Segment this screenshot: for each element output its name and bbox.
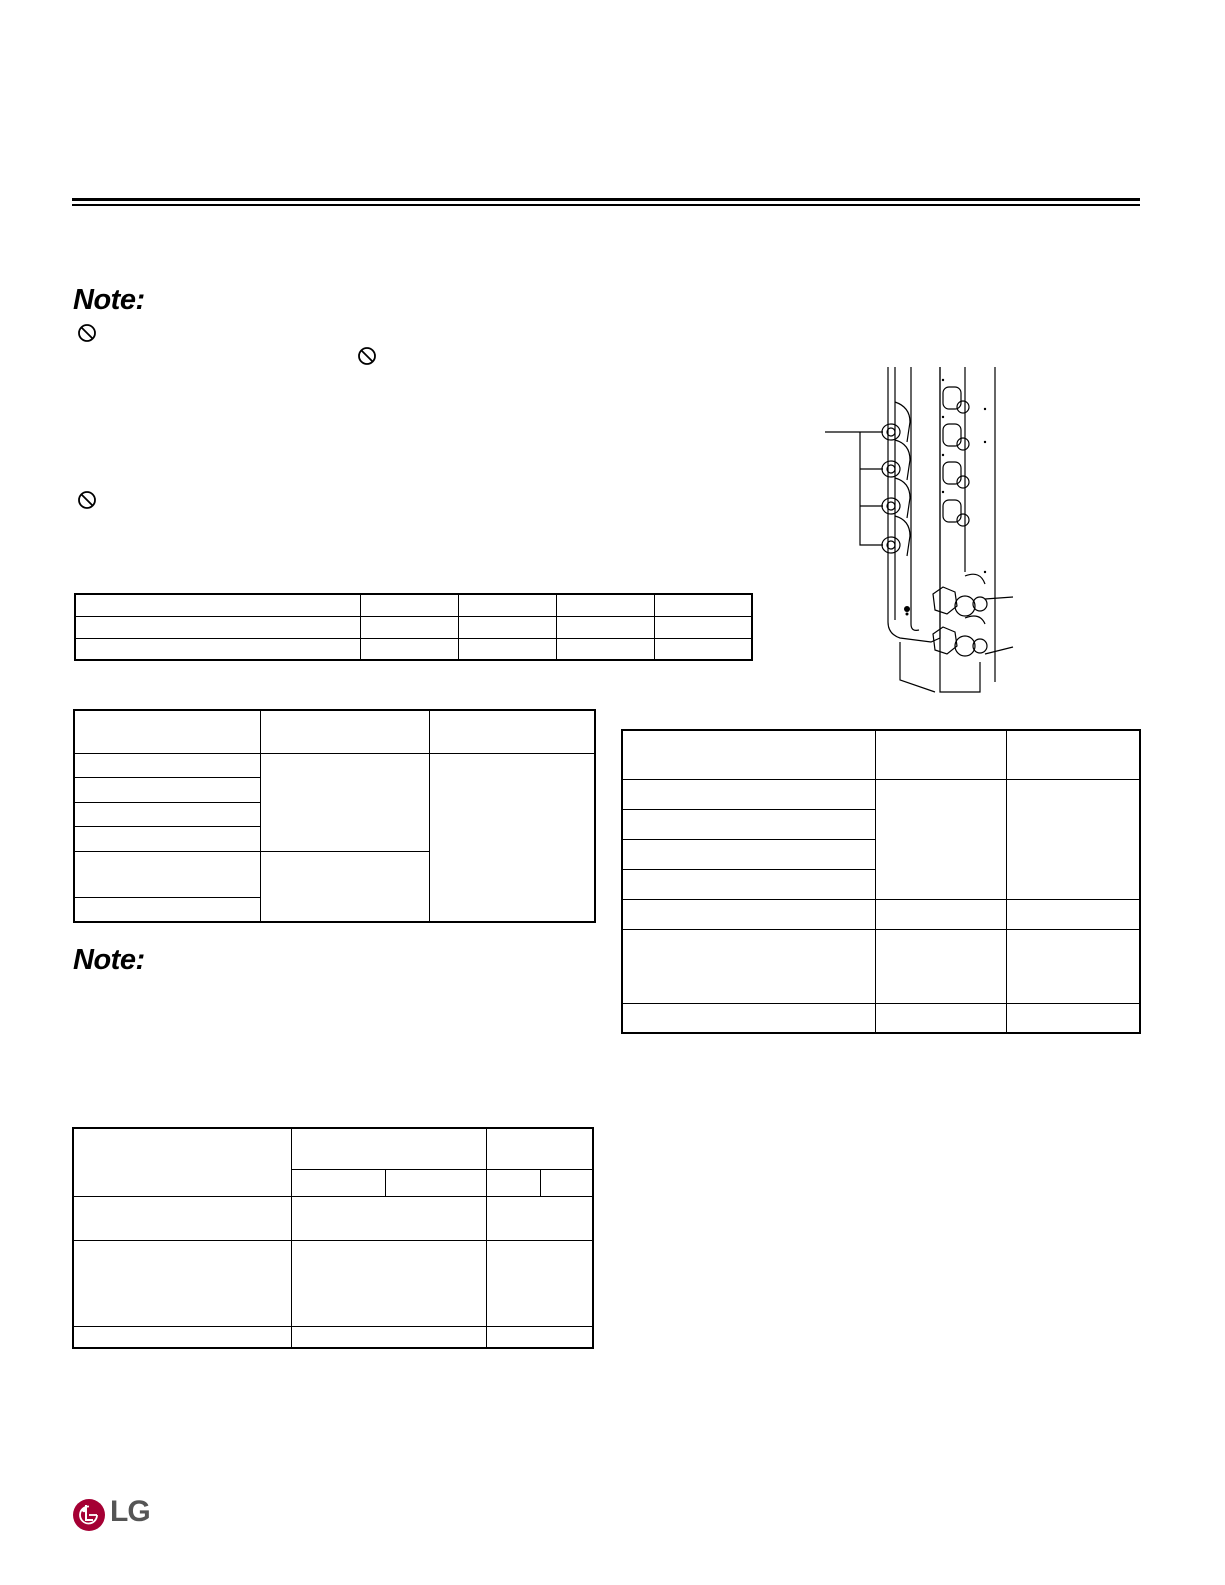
table-cell: [1006, 899, 1140, 929]
table-cell: [875, 899, 1006, 929]
table-cell: [458, 616, 556, 638]
table-header-cell: [291, 1128, 486, 1169]
table-cell: [622, 899, 875, 929]
left-table: [73, 709, 596, 923]
table-cell: [74, 802, 260, 826]
bottom-table: [72, 1127, 594, 1349]
table-cell: [486, 1326, 593, 1348]
table-cell: [875, 1003, 1006, 1033]
table-header-cell: [429, 710, 595, 753]
prohibition-icon: [357, 346, 377, 366]
header-rule-thin: [72, 204, 1140, 206]
note-title: Note:: [73, 284, 145, 316]
table-cell: [486, 1240, 593, 1326]
table-header-cell: [486, 1128, 593, 1169]
table-cell: [74, 826, 260, 851]
table-cell: [458, 594, 556, 616]
table-cell: [360, 638, 458, 660]
table-header-cell: [486, 1169, 540, 1196]
table-cell: [875, 779, 1006, 899]
prohibition-icon: [77, 490, 97, 510]
table-cell: [75, 594, 360, 616]
table-header-cell: [74, 710, 260, 753]
table-header-cell: [540, 1169, 593, 1196]
table-cell: [654, 638, 752, 660]
table-cell: [556, 638, 654, 660]
table-cell: [556, 594, 654, 616]
table-header-cell: [260, 710, 429, 753]
table-cell: [622, 1003, 875, 1033]
table-cell: [1006, 929, 1140, 1003]
table-cell: [1006, 1003, 1140, 1033]
table-cell: [654, 616, 752, 638]
table-cell: [556, 616, 654, 638]
table-cell: [360, 616, 458, 638]
spec-table: [74, 593, 753, 661]
table-header-cell: [385, 1169, 486, 1196]
table-cell: [458, 638, 556, 660]
note-title: Note:: [73, 944, 145, 976]
right-table: [621, 729, 1141, 1034]
table-cell: [622, 809, 875, 839]
table-cell: [75, 616, 360, 638]
table-cell: [360, 594, 458, 616]
table-cell: [75, 638, 360, 660]
table-cell: [291, 1240, 486, 1326]
table-cell: [260, 851, 429, 922]
table-cell: [73, 1240, 291, 1326]
table-header-cell: [291, 1169, 385, 1196]
table-cell: [291, 1326, 486, 1348]
table-cell: [654, 594, 752, 616]
header-rule-thick: [72, 198, 1140, 201]
table-cell: [260, 753, 429, 851]
table-cell: [622, 779, 875, 809]
table-cell: [74, 777, 260, 802]
table-cell: [622, 929, 875, 1003]
table-cell: [291, 1196, 486, 1240]
table-cell: [1006, 779, 1140, 899]
table-cell: [429, 753, 595, 922]
table-cell: [74, 753, 260, 777]
table-cell: [486, 1196, 593, 1240]
table-cell: [73, 1196, 291, 1240]
prohibition-icon: [77, 323, 97, 343]
table-header-cell: [1006, 730, 1140, 779]
table-cell: [622, 839, 875, 869]
table-cell: [74, 851, 260, 897]
lg-logo-text: LG: [110, 1495, 150, 1528]
table-cell: [73, 1326, 291, 1348]
table-cell: [875, 929, 1006, 1003]
table-header-cell: [73, 1128, 291, 1196]
table-header-cell: [622, 730, 875, 779]
valve-assembly-diagram: [815, 362, 1045, 694]
table-cell: [622, 869, 875, 899]
table-cell: [74, 897, 260, 922]
table-header-cell: [875, 730, 1006, 779]
lg-logo-icon: [72, 1498, 106, 1532]
